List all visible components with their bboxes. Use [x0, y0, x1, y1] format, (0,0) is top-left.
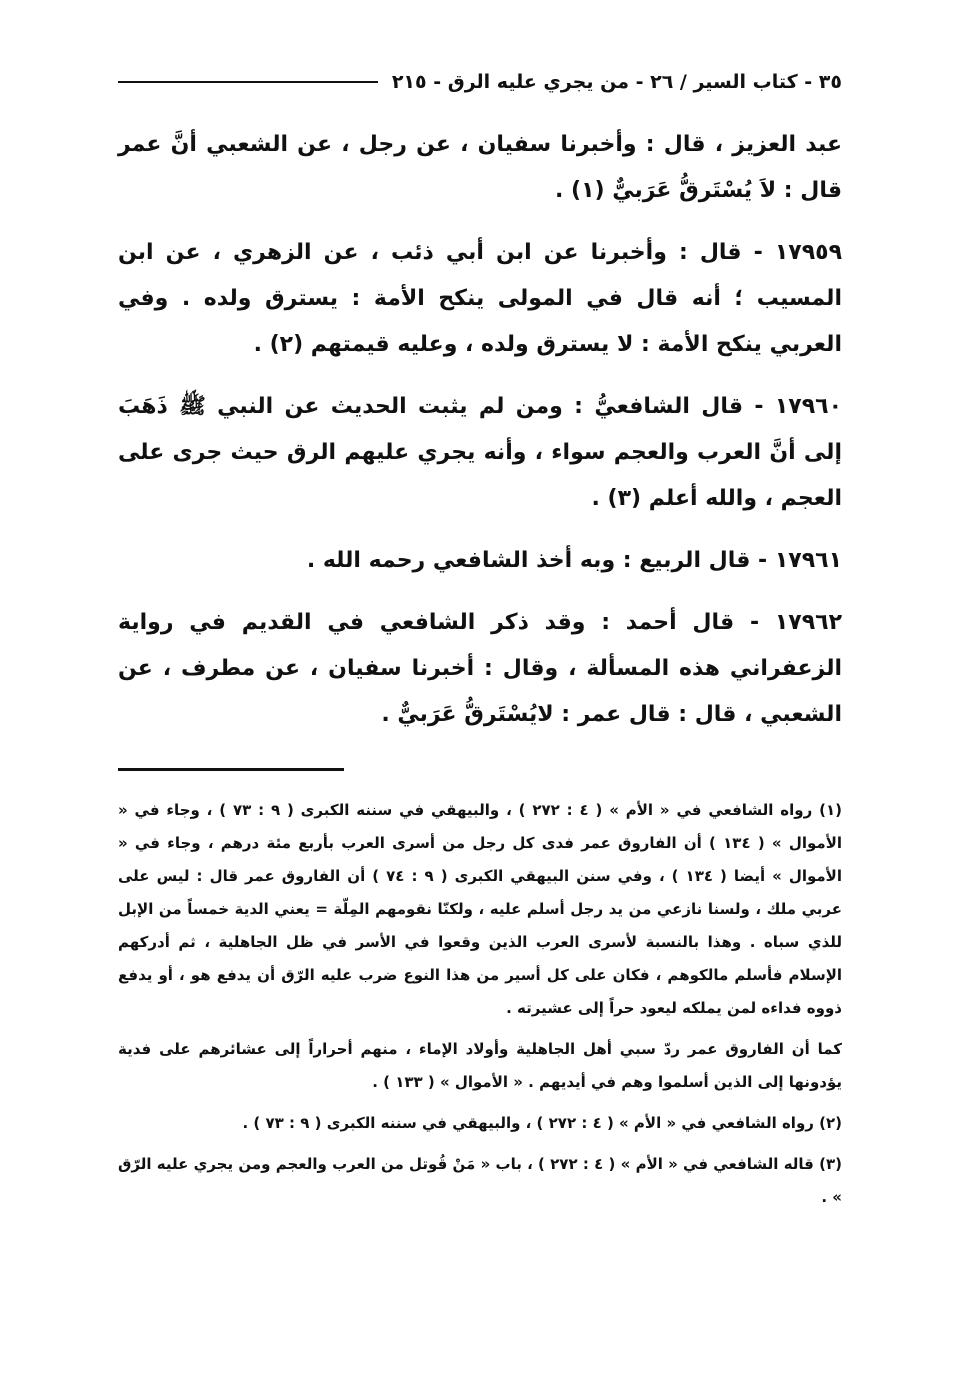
footnote: (٣) قاله الشافعي في « الأم » ( ٤ : ٢٧٢ ) ، باب « مَنْ قُوتل من العرب والعجم ومن يجري عليه الرّق » .: [118, 1155, 842, 1206]
paragraph: ١٧٩٦١ - قال الربيع : وبه أخذ الشافعي رحمه الله .: [306, 548, 842, 573]
header-rule: [118, 81, 378, 83]
paragraph: ١٧٩٦٠ - قال الشافعيُّ : ومن لم يثبت الحديث عن النبي ﷺ ذَهَبَ إلى أنَّ العرب والعجم سواء ، وأنه يجري عليهم الرق حيث جرى على العجم ، والله أعلم (٣) .: [118, 394, 842, 511]
paragraph: عبد العزيز ، قال : وأخبرنا سفيان ، عن رجل ، عن الشعبي أنَّ عمر قال : لاَ يُسْتَرقُّ عَرَبيٌّ (١) .: [118, 132, 842, 203]
paragraph: ١٧٩٦٢ - قال أحمد : وقد ذكر الشافعي في القديم في رواية الزعفراني هذه المسألة ، وقال : أخبرنا سفيان ، عن مطرف ، عن الشعبي ، قال : قال عمر : لايُسْتَرقُّ عَرَبيٌّ .: [118, 610, 842, 727]
paragraph: ١٧٩٥٩ - قال : وأخبرنا عن ابن أبي ذئب ، عن الزهري ، عن ابن المسيب ؛ أنه قال في المولى ينكح الأمة : يسترق ولده . وفي العربي ينكح الأمة : لا يسترق ولده ، وعليه قيمتهم (٢) .: [118, 240, 842, 357]
footnote: (٢) رواه الشافعي في « الأم » ( ٤ : ٢٧٢ ) ، والبيهقي في سننه الكبرى ( ٩ : ٧٣ ) .: [242, 1114, 842, 1132]
main-text: [118, 122, 842, 754]
footnote: كما أن الفاروق عمر ردّ سبي أهل الجاهلية وأولاد الإماء ، منهم أحراراً إلى عشائرهم على فدية يؤدونها إلى الذين أسلموا وهم في أيديهم . « الأموال » ( ١٣٣ ) .: [118, 1040, 842, 1091]
footnote-rule: [118, 768, 344, 771]
footnotes: [118, 794, 842, 1222]
running-title: ٣٥ - كتاب السير / ٢٦ - من يجري عليه الرق - ٢١٥: [391, 71, 842, 93]
running-header: [118, 60, 842, 104]
book-page: [118, 60, 842, 1350]
footnote: (١) رواه الشافعي في « الأم » ( ٤ : ٢٧٢ ) ، والبيهقي في سننه الكبرى ( ٩ : ٧٣ ) ، وجاء في « الأموال » ( ١٣٤ ) أن الفاروق عمر فدى كل رجل من أسرى العرب بأربع مئة درهم ، وجاء في « الأموال » أيضا ( ١٣٤ ) ، وفي سنن البيهقي الكبرى ( ٩ : ٧٤ ) أن الفاروق عمر قال : ليس على عربي ملك ، ولسنا نازعي من يد رجل أسلم عليه ، ولكنّا نقومهم المِلّة = يعني الدية خمساً من الإبل للذي سباه . وهذا بالنسبة لأسرى العرب الذين وقعوا في الأسر في ظل الجاهلية ، ثم أدركهم الإسلام فأسلم مالكوهم ، فكان على كل أسير من هذا النوع ضرب عليه الرّق أن يدفع هو ، أو يدفع ذووه فداءه لمن يملكه ليعود حراً إلى عشيرته .: [118, 801, 843, 1017]
